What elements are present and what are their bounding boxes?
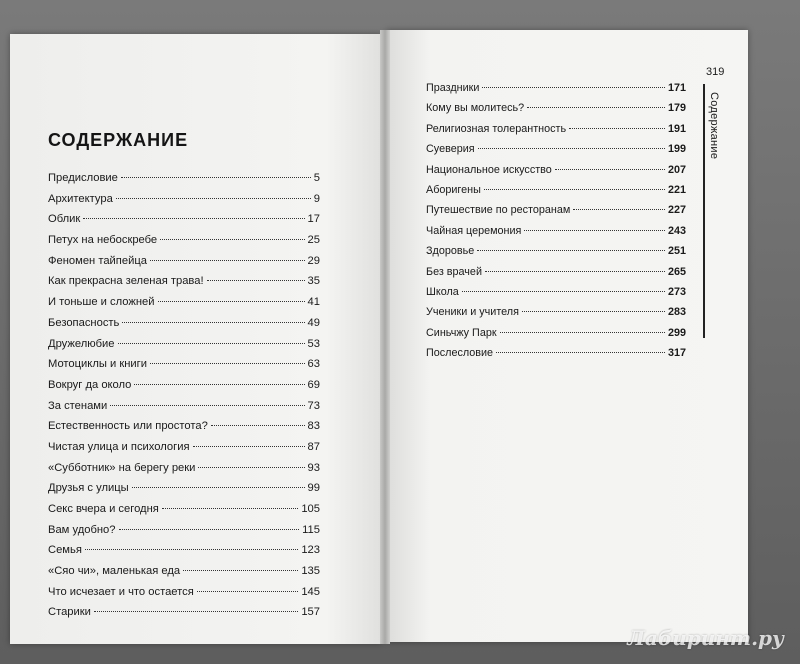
book-gutter [380,30,390,644]
toc-entry-page: 157 [301,606,320,619]
toc-entry-page: 29 [307,254,320,267]
toc-leader [207,280,305,281]
toc-entry-title: Чайная церемония [426,224,522,237]
toc-entry-page: 49 [307,316,320,329]
toc-leader [94,611,298,612]
toc-entry [426,164,686,184]
toc-entry-page: 115 [302,523,320,536]
toc-entry [48,420,320,441]
toc-entry-title: Архитектура [48,192,113,205]
toc-leader [193,446,305,447]
toc-entry-title: Петух на небоскребе [48,234,158,247]
toc-entry-title: «Сяо чи», маленькая еда [48,565,181,578]
toc-entry-title: Естественность или простота? [48,420,208,433]
toc-entry [48,565,320,586]
toc-leader [132,487,305,488]
toc-entry-page: 105 [301,503,320,515]
toc-entry [48,296,320,317]
toc-entry-page: 317 [667,347,686,360]
toc-entry-page: 243 [667,224,686,237]
toc-entry [426,143,686,163]
toc-entry-page: 9 [313,192,320,205]
toc-entry-page: 227 [667,204,686,217]
toc-leader [211,425,305,426]
toc-leader [482,87,665,88]
toc-entry-page: 145 [301,585,320,598]
toc-entry [426,204,686,224]
toc-leader [197,591,299,592]
toc-entry-page: 207 [667,163,686,176]
toc-entry-title: И тоньше и сложней [48,296,155,309]
toc-entry-title: Друзья с улицы [48,482,129,495]
toc-leader [555,169,665,170]
toc-entry [426,286,686,306]
toc-entry-title: Послесловие [426,347,494,360]
toc-entry-title: Здоровье [426,245,475,258]
toc-leader [134,384,304,385]
toc-entry-page: 5 [313,172,320,184]
toc-entry-page: 273 [667,285,686,298]
toc-leader [121,177,311,178]
toc-entry [48,172,320,193]
toc-entry-page: 25 [307,234,320,247]
toc-entry [426,347,686,367]
toc-entry [426,184,686,204]
toc-entry [426,306,686,326]
toc-entry [48,275,320,296]
toc-heading: СОДЕРЖАНИЕ [48,130,189,150]
running-head-rule [703,84,705,338]
toc-entry [48,338,320,359]
toc-leader [160,239,304,240]
toc-entry-title: Путешествие по ресторанам [426,204,571,217]
toc-entry-page: 299 [667,326,686,339]
toc-leader [122,322,304,323]
toc-entry-page: 83 [307,420,320,433]
page-number: 319 [706,66,725,78]
toc-entry-title: Школа [426,285,459,298]
toc-entry [48,503,320,524]
toc-entry [48,482,320,503]
toc-entry [426,266,686,286]
toc-entry-title: Синьчжу Парк [426,326,497,339]
toc-entry [426,245,686,265]
toc-entry-title: Феномен тайпейца [48,254,147,267]
toc-entry [426,327,686,347]
toc-entry-page: 35 [307,275,320,288]
toc-entry-page: 179 [667,102,686,115]
toc-leader [524,230,665,231]
toc-entry-title: «Субботник» на берегу реки [48,461,196,474]
toc-entry [48,193,320,214]
toc-list-right [426,82,686,367]
toc-entry [426,82,686,102]
toc-leader [477,250,665,251]
toc-entry [48,213,320,234]
toc-leader [522,311,665,312]
toc-entry-title: Дружелюбие [48,337,115,350]
toc-list-left [48,172,320,627]
toc-leader [118,343,305,344]
toc-entry-title: Что исчезает и что остается [48,585,194,598]
toc-entry-page: 69 [307,378,320,391]
toc-entry-title: За стенами [48,399,108,412]
toc-entry-page: 135 [301,565,320,578]
toc-entry-page: 199 [667,143,686,156]
toc-entry-page: 73 [307,399,320,412]
running-head: Содержание [708,92,720,160]
toc-leader [496,352,665,353]
toc-leader [198,467,304,468]
toc-entry [48,544,320,565]
toc-entry [48,379,320,400]
toc-leader [110,405,304,406]
toc-entry-title: Кому вы молитесь? [426,102,525,115]
toc-entry-page: 53 [307,337,320,350]
toc-entry-title: Мотоциклы и книги [48,358,148,371]
toc-leader [527,107,665,108]
toc-leader [158,301,305,302]
toc-leader [116,198,311,199]
toc-entry [48,234,320,255]
toc-entry-page: 191 [667,122,686,135]
toc-entry [48,317,320,338]
toc-entry-title: Облик [48,213,81,226]
toc-leader [500,332,665,333]
toc-entry-page: 87 [307,440,320,453]
toc-entry-page: 221 [667,183,686,196]
toc-entry [48,606,320,627]
toc-entry-title: Предисловие [48,172,118,184]
toc-leader [83,218,304,219]
toc-entry-title: Вам удобно? [48,523,116,536]
toc-entry-page: 251 [667,245,686,258]
toc-entry [426,225,686,245]
toc-entry-page: 171 [667,82,686,94]
toc-leader [573,209,665,210]
toc-leader [569,128,665,129]
toc-entry-page: 17 [307,213,320,226]
toc-leader [478,148,665,149]
toc-entry-title: Аборигены [426,183,481,196]
toc-entry-title: Ученики и учителя [426,306,519,319]
toc-entry-title: Безопасность [48,316,120,329]
toc-entry-title: Без врачей [426,265,482,278]
toc-leader [150,260,305,261]
toc-entry-page: 99 [307,482,320,495]
toc-entry [48,524,320,545]
toc-entry [426,123,686,143]
toc-entry-page: 265 [667,265,686,278]
toc-entry [48,358,320,379]
toc-leader [150,363,305,364]
toc-entry-title: Национальное искусство [426,163,552,176]
toc-entry-page: 63 [307,358,320,371]
toc-entry-title: Старики [48,606,91,619]
toc-leader [462,291,665,292]
toc-entry-title: Религиозная толерантность [426,122,567,135]
toc-entry-title: Семья [48,544,82,557]
toc-leader [183,570,298,571]
toc-entry-title: Праздники [426,82,480,94]
toc-entry-title: Чистая улица и психология [48,440,190,453]
toc-entry-page: 123 [301,544,320,557]
toc-entry [48,462,320,483]
toc-entry-page: 283 [667,306,686,319]
toc-leader [119,529,300,530]
toc-leader [485,271,665,272]
toc-entry-title: Секс вчера и сегодня [48,503,159,515]
watermark-logo: Лабиринт.ру [627,626,784,650]
toc-entry [48,441,320,462]
toc-entry-title: Вокруг да около [48,378,132,391]
toc-entry [48,586,320,607]
toc-entry-page: 93 [307,461,320,474]
toc-entry [48,255,320,276]
toc-entry-title: Суеверия [426,143,475,156]
toc-leader [162,508,299,509]
toc-entry-page: 41 [307,296,320,309]
toc-entry-title: Как прекрасна зеленая трава! [48,275,204,288]
toc-leader [85,549,298,550]
toc-leader [484,189,665,190]
toc-entry [48,400,320,421]
toc-entry [426,102,686,122]
